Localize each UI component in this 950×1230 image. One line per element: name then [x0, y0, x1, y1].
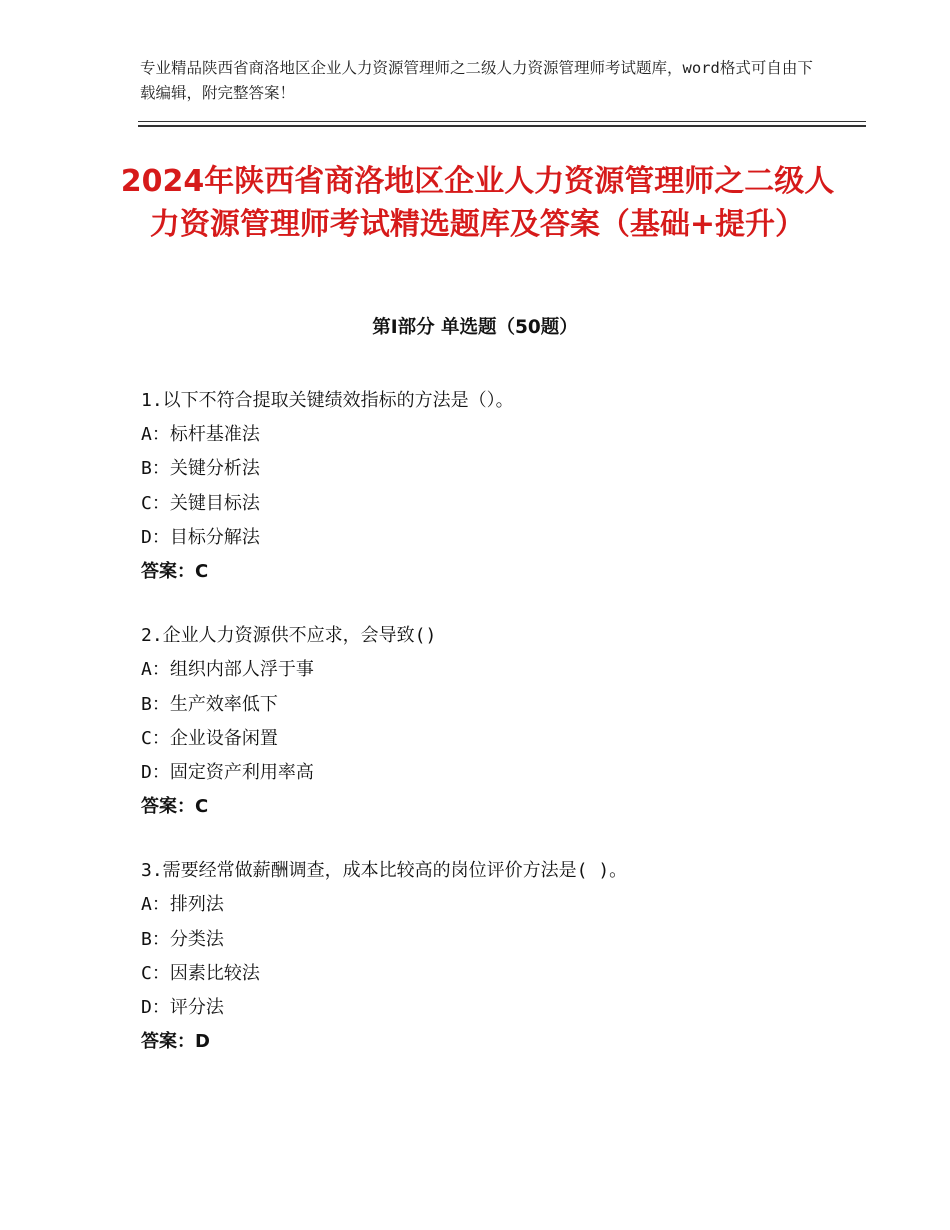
option-d: D：目标分解法	[141, 526, 260, 548]
option-d: D：固定资产利用率高	[141, 761, 314, 783]
document-title: 2024年陕西省商洛地区企业人力资源管理师之二级人力资源管理师考试精选题库及答案（基础+提升）	[120, 164, 835, 242]
question-list	[141, 384, 841, 1089]
answer: 答案：C	[141, 560, 209, 582]
question-3	[141, 854, 841, 1059]
question-stem: 1.以下不符合提取关键绩效指标的方法是（）。	[141, 390, 514, 411]
answer: 答案：C	[141, 796, 209, 818]
section-heading: 第Ⅰ部分 单选题（50题）	[372, 317, 578, 338]
option-c: C：因素比较法	[141, 962, 260, 984]
header-divider-thin	[138, 121, 866, 122]
option-c: C：企业设备闲置	[141, 727, 278, 749]
option-d: D：评分法	[141, 997, 224, 1018]
option-a: A：排列法	[141, 894, 224, 916]
question-2	[141, 619, 841, 824]
answer: 答案：D	[141, 1031, 210, 1053]
question-stem: 3.需要经常做薪酬调查，成本比较高的岗位评价方法是( )。	[141, 860, 628, 882]
header-note: 专业精品陕西省商洛地区企业人力资源管理师之二级人力资源管理师考试题库，word格式可自由下载编辑，附完整答案！	[140, 59, 813, 102]
option-b: B：分类法	[141, 928, 224, 950]
option-c: C：关键目标法	[141, 492, 260, 514]
question-stem: 2.企业人力资源供不应求，会导致()	[141, 625, 437, 647]
option-b: B：生产效率低下	[141, 693, 278, 715]
option-a: A：组织内部人浮于事	[141, 659, 314, 681]
option-b: B：关键分析法	[141, 458, 260, 480]
option-a: A：标杆基准法	[141, 424, 260, 446]
header-divider-thick	[138, 125, 866, 127]
question-1	[141, 384, 841, 589]
